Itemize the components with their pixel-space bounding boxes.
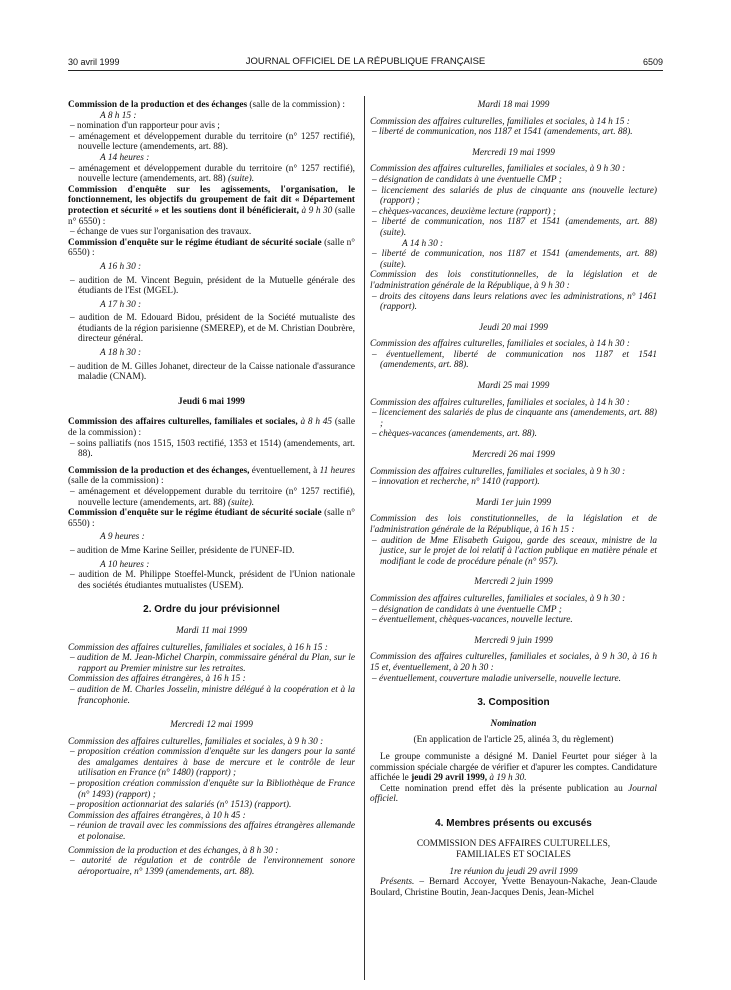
time-slot: A 14 heures : — [100, 152, 150, 163]
commission-heading: Commission de la production et des échanges, à 8 h 30 : — [68, 845, 279, 856]
agenda-item: – audition de M. Edouard Bidou, président de la Société mutualiste des étudiants de la région parisienne (SMEREP), et de M. Christian Doubrère, directeur général. — [70, 313, 355, 345]
day-heading: Mercredi 12 mai 1999 — [170, 720, 253, 731]
right-column — [370, 100, 657, 898]
left-column — [68, 100, 355, 877]
agenda-item: – audition de M. Jean-Michel Charpin, commissaire général du Plan, sur le rapport au Premier ministre sur les retraites. — [70, 653, 355, 674]
agenda-item: – échange de vues sur l'organisation des travaux. — [70, 227, 252, 238]
commission-heading: Commission d'enquête sur les agissements, l'organisation, le fonctionnement, les objectifs du groupement de fait dit « Département protection et sécurité » et les soutiens dont il bénéficierait, à 9 h 30 (salle n° 6550) : — [68, 184, 355, 227]
commission-heading: Commission des affaires culturelles, familiales et sociales, à 14 h 30 : — [370, 339, 630, 350]
agenda-item: – aménagement et développement durable du territoire (n° 1257 rectifié), nouvelle lecture (amendements, art. 88). — [70, 131, 355, 153]
agenda-item: – audition de M. Gilles Johanet, directeur de la Caisse nationale d'assurance maladie (CNAM). — [70, 361, 355, 383]
time-slot: A 16 h 30 : — [100, 261, 142, 272]
day-heading: Mercredi 9 juin 1999 — [474, 635, 553, 646]
commission-heading: Commission des affaires culturelles, familiales et sociales, à 16 h 15 : — [68, 642, 328, 653]
header-page-number: 6509 — [642, 57, 663, 67]
day-heading: Jeudi 6 mai 1999 — [178, 396, 245, 407]
header-rule — [68, 70, 663, 71]
commission-heading: Commission des affaires culturelles, familiales et sociales, à 9 h 30 : — [370, 466, 626, 477]
page-header — [68, 57, 663, 69]
nomination-effect-paragraph: Cette nomination prend effet dès la présente publication au Journal officiel. — [370, 783, 657, 805]
meeting-heading: 1re réunion du jeudi 29 avril 1999 — [449, 866, 578, 877]
agenda-item: – audition de M. Charles Josselin, ministre délégué à la coopération et à la francophonie. — [70, 684, 355, 706]
agenda-item: – éventuellement, chèques-vacances, nouvelle lecture. — [372, 615, 573, 626]
agenda-item: – éventuellement, couverture maladie universelle, nouvelle lecture. — [372, 673, 621, 684]
commission-heading: Commission des affaires culturelles, familiales et sociales, à 14 h 30 : — [370, 397, 630, 408]
time-slot: A 9 heures : — [100, 532, 145, 543]
day-heading: Mardi 25 mai 1999 — [477, 381, 550, 392]
agenda-item: – aménagement et développement durable du territoire (n° 1257 rectifié), nouvelle lecture (amendements, art. 88) (suite). — [70, 487, 355, 508]
agenda-item: – liberté de communication, nos 1187 et 1541 (amendements, art. 88) (suite). — [372, 249, 657, 270]
commission-heading: Commission des affaires culturelles, familiales et sociales, à 9 h 30 : — [68, 736, 324, 747]
commission-heading: Commission des affaires étrangères, à 16 h 15 : — [68, 674, 246, 685]
agenda-item: – désignation de candidats à une éventuelle CMP ; — [372, 604, 562, 615]
agenda-item: – liberté de communication, nos 1187 et 1541 (amendements, art. 88). — [372, 127, 633, 138]
commission-heading: Commission des lois constitutionnelles, de la législation et de l'administration générale de la République, à 16 h 15 : — [370, 514, 657, 535]
commission-heading: Commission de la production et des échanges (salle de la commission) : — [68, 100, 345, 110]
day-heading: Mercredi 26 mai 1999 — [472, 450, 555, 461]
agenda-item: – chèques-vacances, deuxième lecture (rapport) ; — [372, 206, 556, 217]
time-slot: A 14 h 30 : — [402, 238, 444, 249]
commission-heading: Commission des affaires culturelles, familiales et sociales, à 8 h 45 (salle de la commission) : — [68, 417, 355, 439]
day-heading: Mardi 1er juin 1999 — [475, 497, 552, 508]
day-heading: Mardi 11 mai 1999 — [175, 625, 247, 636]
day-heading: Mardi 18 mai 1999 — [477, 100, 550, 110]
section-heading: 2. Ordre du jour prévisionnel — [143, 604, 280, 616]
agenda-item: – innovation et recherche, n° 1410 (rapport). — [372, 477, 540, 488]
agenda-item: – proposition création commission d'enquête sur la Bibliothèque de France (n° 1493) (rapport) ; — [70, 779, 355, 800]
commission-heading: Commission des affaires étrangères, à 10 h 45 : — [68, 810, 246, 821]
section-heading: 4. Membres présents ou excusés — [435, 817, 592, 829]
day-heading: Mercredi 19 mai 1999 — [472, 147, 555, 158]
commission-heading: Commission des affaires culturelles, familiales et sociales, à 9 h 30 : — [370, 164, 626, 175]
time-slot: A 8 h 15 : — [100, 110, 137, 121]
agenda-item: – nomination d'un rapporteur pour avis ; — [70, 121, 220, 132]
attendance-paragraph: Présents. – Bernard Accoyer, Yvette Benayoun-Nakache, Jean-Claude Boulard, Christine Boutin, Jean-Jacques Denis, Jean-Michel — [370, 877, 657, 898]
agenda-item: – licenciement des salariés de plus de cinquante ans (amendements, art. 88) ; — [372, 408, 657, 429]
commission-heading: Commission de la production et des échanges, éventuellement, à 11 heures (salle de la commission) : — [68, 465, 355, 487]
agenda-item: – autorité de régulation et de contrôle de l'environnement sonore aéroportuaire, n° 1399 (amendements, art. 88). — [70, 856, 355, 877]
agenda-item: – audition de Mme Karine Seiller, présidente de l'UNEF-ID. — [70, 545, 295, 556]
agenda-item: – audition de M. Philippe Stoeffel-Munck, président de l'Union nationale des sociétés étudiantes mutualistes (USEM). — [70, 570, 355, 591]
header-date: 30 avril 1999 — [68, 57, 120, 67]
agenda-item: – licenciement des salariés de plus de cinquante ans (nouvelle lecture) (rapport) ; — [372, 185, 657, 207]
agenda-item: – liberté de communication, nos 1187 et 1541 (amendements, art. 88) (suite). — [372, 217, 657, 238]
commission-heading: Commission des affaires culturelles, familiales et sociales, à 9 h 30, à 16 h 15 et, éventuellement, à 20 h 30 : — [370, 652, 657, 673]
agenda-item: – droits des citoyens dans leurs relations avec les administrations, n° 1461 (rapport). — [372, 291, 657, 313]
commission-title: FAMILIALES ET SOCIALES — [456, 850, 571, 861]
commission-heading: Commission des lois constitutionnelles, de la législation et de l'administration générale de la République, à 9 h 30 : — [370, 270, 657, 291]
commission-heading: Commission des affaires culturelles, familiales et sociales, à 14 h 15 : — [370, 116, 630, 127]
time-slot: A 17 h 30 : — [100, 299, 142, 310]
section-heading: 3. Composition — [477, 697, 550, 709]
day-heading: Jeudi 20 mai 1999 — [479, 322, 548, 333]
commission-heading: Commission d'enquête sur le régime étudiant de sécurité sociale (salle n° 6550) : — [68, 508, 355, 529]
time-slot: A 18 h 30 : — [100, 348, 142, 359]
day-heading: Mercredi 2 juin 1999 — [474, 577, 553, 588]
agenda-item: – proposition actionnariat des salariés (n° 1513) (rapport). — [70, 800, 292, 811]
commission-heading: Commission des affaires culturelles, familiales et sociales, à 9 h 30 : — [370, 593, 626, 604]
agenda-item: – réunion de travail avec les commissions des affaires étrangères allemande et polonaise. — [70, 821, 355, 843]
agenda-item: – audition de Mme Elisabeth Guigou, garde des sceaux, ministre de la justice, sur le projet de loi relatif à l'action publique en matière pénale et modifiant le code de procédure pénale (n° 957). — [372, 535, 657, 567]
nomination-paragraph: Le groupe communiste a désigné M. Daniel Feurtet pour siéger à la commission spéciale chargée de vérifier et d'apurer les comptes. Candidature affichée le jeudi 29 avril 1999, à 19 h 30. — [370, 751, 657, 784]
agenda-item: – aménagement et développement durable du territoire (n° 1257 rectifié), nouvelle lecture (amendements, art. 88) (suite). — [70, 163, 355, 185]
agenda-item: – audition de M. Vincent Beguin, président de la Mutuelle générale des étudiants de l'Est (MGEL). — [70, 275, 355, 297]
agenda-item: – désignation de candidats à une éventuelle CMP ; — [372, 174, 562, 185]
agenda-item: – proposition création commission d'enquête sur les dangers pour la santé des amalgames dentaires à base de mercure et le contrôle de leur utilisation en France (n° 1480) (rapport) ; — [70, 747, 355, 779]
subsection-heading: Nomination — [490, 718, 537, 729]
column-divider — [364, 96, 365, 980]
agenda-item: – chèques-vacances (amendements, art. 88). — [372, 429, 537, 440]
agenda-item: – soins palliatifs (nos 1515, 1503 rectifié, 1353 et 1514) (amendements, art. 88). — [70, 438, 355, 460]
agenda-item: – éventuellement, liberté de communication nos 1187 et 1541 (amendements, art. 88). — [372, 349, 657, 371]
time-slot: A 10 heures : — [100, 559, 150, 570]
header-title: JOURNAL OFFICIEL DE LA RÉPUBLIQUE FRANÇAISE — [245, 56, 486, 67]
commission-title: COMMISSION DES AFFAIRES CULTURELLES, — [416, 839, 611, 850]
regulation-reference: (En application de l'article 25, alinéa 3, du règlement) — [413, 735, 614, 746]
commission-heading: Commission d'enquête sur le régime étudiant de sécurité sociale (salle n° 6550) : — [68, 237, 355, 259]
